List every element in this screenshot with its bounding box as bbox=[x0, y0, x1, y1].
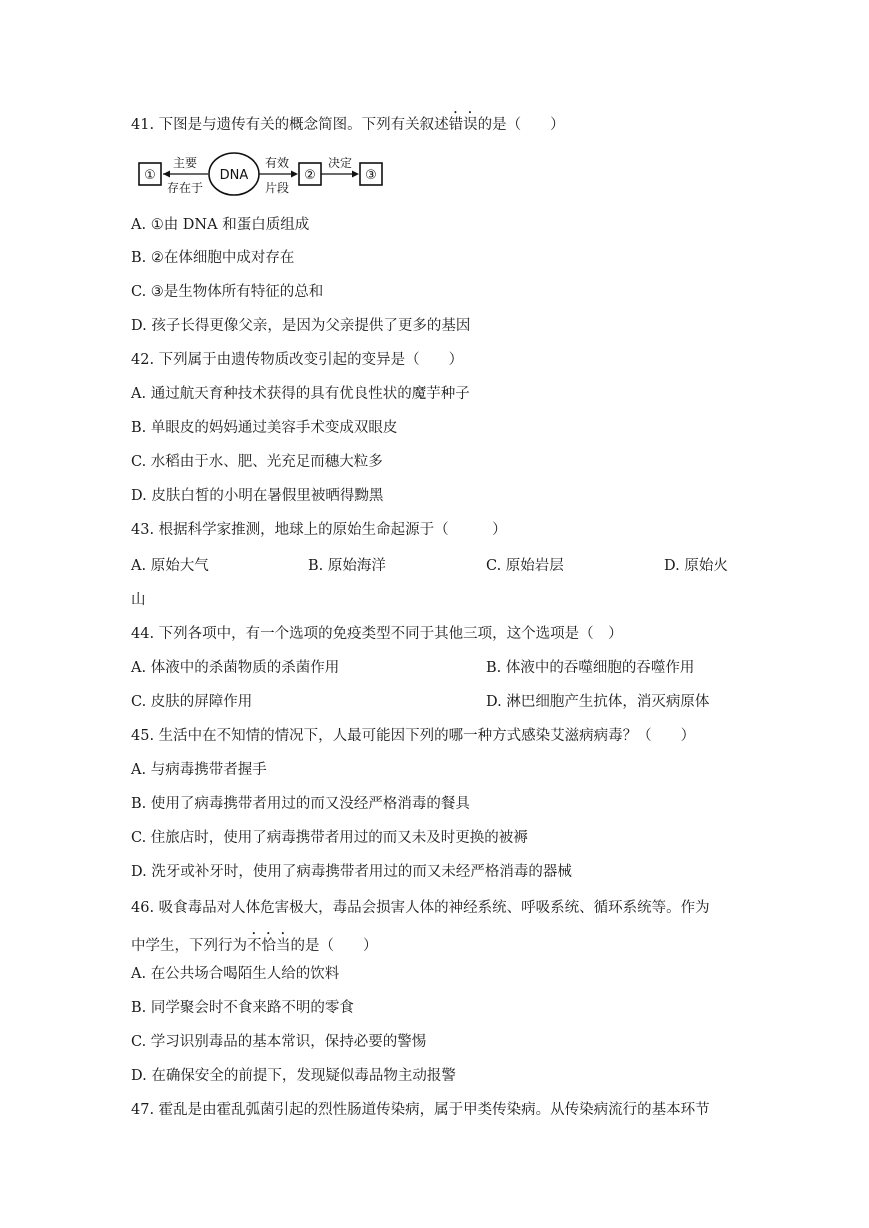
q46-option-c: C. 学习识别毒品的基本常识，保持必要的警惕 bbox=[131, 1034, 427, 1050]
q46-option-d: D. 在确保安全的前提下，发现疑似毒品物主动报警 bbox=[131, 1068, 456, 1084]
q43-option-d: D. 原始火 bbox=[664, 558, 728, 574]
q41-option-b: B. ②在体细胞中成对存在 bbox=[131, 250, 295, 266]
concept-map bbox=[137, 148, 387, 200]
q41-emphasis: 错误 bbox=[448, 117, 478, 133]
q42-stem: 42. 下列属于由遗传物质改变引起的变异是（ ） bbox=[131, 352, 464, 368]
box-2-label: ② bbox=[304, 168, 316, 183]
q45-option-b: B. 使用了病毒携带者用过的而又没经严格消毒的餐具 bbox=[131, 796, 470, 812]
dna-label: DNA bbox=[219, 168, 249, 183]
q44-option-d: D. 淋巴细胞产生抗体，消灭病原体 bbox=[486, 694, 710, 710]
q43-stem: 43. 根据科学家推测，地球上的原始生命起源于（ ） bbox=[131, 522, 507, 538]
arrowhead-mid bbox=[291, 171, 298, 178]
q46-option-a: A. 在公共场合喝陌生人给的饮料 bbox=[131, 966, 340, 982]
q45-option-a: A. 与病毒携带者握手 bbox=[131, 762, 267, 778]
label-mainly: 主要 bbox=[172, 156, 198, 170]
label-determines: 决定 bbox=[327, 156, 353, 170]
q42-option-a: A. 通过航天育种技术获得的具有优良性状的魔芋种子 bbox=[131, 386, 470, 402]
q46-stem-line2: 中学生，下列行为不恰当的是（ ） bbox=[131, 938, 378, 954]
heredity-concept-diagram bbox=[137, 148, 387, 200]
box-1-label: ① bbox=[144, 168, 156, 183]
q45-option-c: C. 住旅店时，使用了病毒携带者用过的而又未及时更换的被褥 bbox=[131, 830, 528, 846]
arrowhead-right bbox=[352, 171, 359, 178]
q44-option-a: A. 体液中的杀菌物质的杀菌作用 bbox=[131, 660, 340, 676]
q45-stem: 45. 生活中在不知情的情况下，人最可能因下列的哪一种方式感染艾滋病病毒？（ ） bbox=[131, 728, 696, 744]
label-segment: 片段 bbox=[264, 181, 290, 195]
label-effective: 有效 bbox=[264, 156, 290, 170]
q46-stem-line1: 46. 吸食毒品对人体危害极大，毒品会损害人体的神经系统、呼吸系统、循环系统等。作为 bbox=[131, 900, 710, 916]
q41-stem: 41. 下图是与遗传有关的概念简图。下列有关叙述错误的是（ ） bbox=[131, 117, 565, 133]
q42-option-b: B. 单眼皮的妈妈通过美容手术变成双眼皮 bbox=[131, 420, 398, 436]
arrowhead-left bbox=[163, 171, 170, 178]
q44-option-b: B. 体液中的吞噬细胞的吞噬作用 bbox=[486, 660, 695, 676]
q43-option-b: B. 原始海洋 bbox=[308, 558, 386, 574]
q46-option-b: B. 同学聚会时不食来路不明的零食 bbox=[131, 1000, 354, 1016]
q41-option-a: A. ①由 DNA 和蛋白质组成 bbox=[131, 217, 310, 233]
q46-emphasis: 不恰当 bbox=[247, 938, 291, 954]
label-exists-in: 存在于 bbox=[166, 181, 204, 195]
box-3-label: ③ bbox=[365, 168, 377, 183]
q44-stem: 44. 下列各项中，有一个选项的免疫类型不同于其他三项，这个选项是（ ） bbox=[131, 626, 623, 642]
q43-option-c: C. 原始岩层 bbox=[486, 558, 564, 574]
q41-option-c: C. ③是生物体所有特征的总和 bbox=[131, 284, 324, 300]
q43-option-a: A. 原始大气 bbox=[131, 558, 209, 574]
q41-option-d: D. 孩子长得更像父亲，是因为父亲提供了更多的基因 bbox=[131, 318, 471, 334]
q44-option-c: C. 皮肤的屏障作用 bbox=[131, 694, 253, 710]
q42-option-c: C. 水稻由于水、肥、光充足而穗大粒多 bbox=[131, 454, 383, 470]
q47-stem: 47. 霍乱是由霍乱弧菌引起的烈性肠道传染病，属于甲类传染病。从传染病流行的基本环节 bbox=[131, 1102, 710, 1118]
q43-option-d-wrap: 山 bbox=[131, 592, 146, 608]
q42-option-d: D. 皮肤白皙的小明在暑假里被晒得黝黑 bbox=[131, 488, 384, 504]
q45-option-d: D. 洗牙或补牙时，使用了病毒携带者用过的而又未经严格消毒的器械 bbox=[131, 864, 572, 880]
